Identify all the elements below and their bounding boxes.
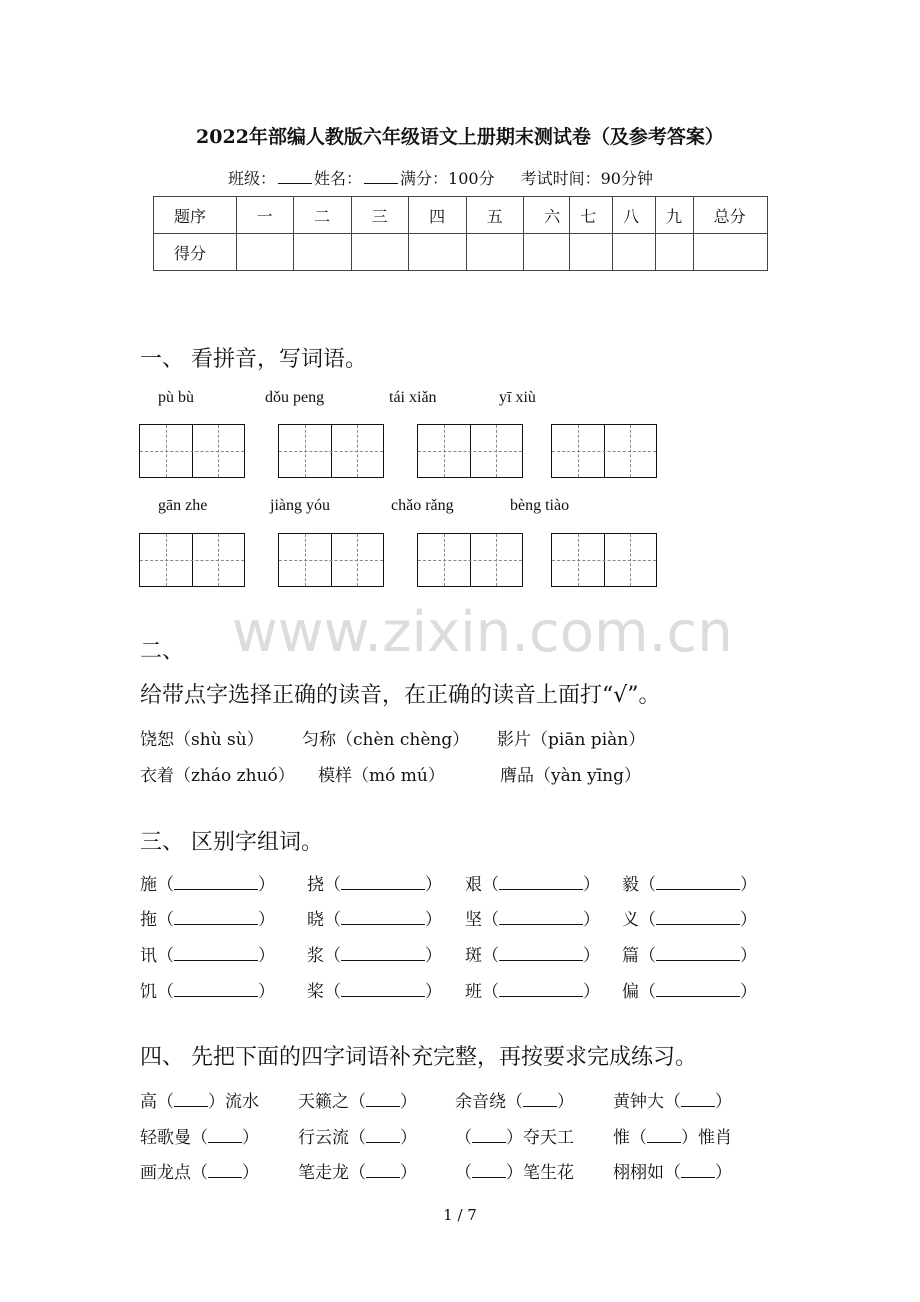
answer-blank[interactable] bbox=[174, 980, 258, 997]
tian-grid-box[interactable] bbox=[139, 424, 245, 478]
answer-blank[interactable] bbox=[341, 980, 425, 997]
char: 毅 bbox=[622, 875, 639, 895]
score-cell[interactable] bbox=[236, 234, 294, 271]
tian-grid-box[interactable] bbox=[139, 533, 245, 587]
idiom-suffix: ） bbox=[242, 1163, 259, 1183]
header-cell: 总分 bbox=[693, 197, 767, 234]
char: 斑 bbox=[465, 946, 482, 966]
word-item: 偏（ ） bbox=[622, 982, 757, 1002]
score-cell[interactable] bbox=[570, 234, 613, 271]
header-cell: 三 bbox=[351, 197, 409, 234]
idiom-suffix: ） bbox=[715, 1163, 732, 1183]
answer-blank[interactable] bbox=[499, 873, 583, 890]
section-4-heading: 四、 先把下面的四字词语补充完整，再按要求完成练习。 bbox=[140, 1045, 697, 1070]
word-item: 班（ ） bbox=[465, 982, 600, 1002]
reading-item: 匀称（chèn chèng） bbox=[302, 730, 470, 750]
reading-item: 模样（mó mú） bbox=[318, 766, 445, 786]
row-label: 得分 bbox=[154, 234, 237, 271]
answer-blank[interactable] bbox=[341, 944, 425, 961]
idiom-suffix: ） bbox=[400, 1128, 417, 1148]
section-2-instruction: 给带点字选择正确的读音，在正确的读音上面打“√”。 bbox=[140, 683, 661, 708]
char: 义 bbox=[622, 910, 639, 930]
pinyin-label: chǎo rǎng bbox=[391, 497, 454, 514]
score-table bbox=[153, 196, 768, 271]
page-number: 1 / 7 bbox=[443, 1206, 477, 1224]
word-item: 毅（ ） bbox=[622, 875, 757, 895]
idiom-item bbox=[613, 1087, 732, 1112]
char: 晓 bbox=[307, 910, 324, 930]
answer-blank[interactable] bbox=[656, 980, 740, 997]
tian-grid-box[interactable] bbox=[417, 424, 523, 478]
idiom-item bbox=[140, 1158, 259, 1183]
idiom-item bbox=[140, 1087, 259, 1112]
class-blank[interactable] bbox=[278, 169, 312, 184]
header-cell: 五 bbox=[466, 197, 524, 234]
idiom-suffix: ） bbox=[400, 1092, 417, 1112]
word-item: 斑（ ） bbox=[465, 946, 600, 966]
answer-blank[interactable] bbox=[499, 944, 583, 961]
word-item: 讯（ ） bbox=[140, 946, 275, 966]
word-item: 桨（ ） bbox=[307, 982, 442, 1002]
char: 坚 bbox=[465, 910, 482, 930]
answer-blank[interactable] bbox=[341, 873, 425, 890]
idiom-item bbox=[613, 1158, 732, 1183]
answer-blank[interactable] bbox=[174, 944, 258, 961]
idiom-blank[interactable] bbox=[681, 1161, 715, 1178]
idiom-prefix: 栩栩如（ bbox=[613, 1163, 681, 1183]
idiom-item bbox=[298, 1158, 417, 1183]
char: 挠 bbox=[307, 875, 324, 895]
answer-blank[interactable] bbox=[499, 908, 583, 925]
exam-info bbox=[228, 166, 653, 189]
score-cell[interactable] bbox=[524, 234, 570, 271]
idiom-suffix: ） bbox=[242, 1128, 259, 1148]
idiom-prefix: （ bbox=[455, 1128, 472, 1148]
header-cell: 一 bbox=[236, 197, 294, 234]
word-item: 义（ ） bbox=[622, 910, 757, 930]
answer-blank[interactable] bbox=[174, 873, 258, 890]
idiom-prefix: 惟（ bbox=[613, 1128, 647, 1148]
idiom-item bbox=[455, 1123, 574, 1148]
idiom-blank[interactable] bbox=[647, 1126, 681, 1143]
idiom-prefix: 行云流（ bbox=[298, 1128, 366, 1148]
reading-item: 饶恕（shù sù） bbox=[140, 730, 264, 750]
char: 偏 bbox=[622, 982, 639, 1002]
idiom-prefix: 笔走龙（ bbox=[298, 1163, 366, 1183]
score-table-score-row bbox=[154, 234, 768, 271]
score-cell[interactable] bbox=[351, 234, 409, 271]
word-item: 施（ ） bbox=[140, 875, 275, 895]
idiom-suffix: ） bbox=[557, 1092, 574, 1112]
idiom-prefix: （ bbox=[455, 1163, 472, 1183]
header-cell: 七 bbox=[570, 197, 613, 234]
char: 桨 bbox=[307, 982, 324, 1002]
idiom-item bbox=[298, 1087, 417, 1112]
tian-grid-box[interactable] bbox=[278, 424, 384, 478]
char: 讯 bbox=[140, 946, 157, 966]
name-label: 姓名： bbox=[314, 169, 363, 188]
answer-blank[interactable] bbox=[656, 908, 740, 925]
idiom-item bbox=[455, 1087, 574, 1112]
char: 浆 bbox=[307, 946, 324, 966]
header-cell: 题序 bbox=[154, 197, 237, 234]
watermark: www.zixin.com.cn bbox=[232, 600, 733, 665]
reading-item: 膺品（yàn yīng） bbox=[500, 766, 641, 786]
reading-item: 衣着（zháo zhuó） bbox=[140, 766, 295, 786]
full-score-label: 满分：100分 bbox=[400, 169, 495, 188]
word-item: 艰（ ） bbox=[465, 875, 600, 895]
idiom-blank[interactable] bbox=[366, 1126, 400, 1143]
score-cell[interactable] bbox=[409, 234, 467, 271]
exam-time-label: 考试时间：90分钟 bbox=[520, 169, 653, 188]
reading-item: 影片（piān piàn） bbox=[497, 730, 646, 750]
idiom-suffix: ） bbox=[400, 1163, 417, 1183]
word-item: 坚（ ） bbox=[465, 910, 600, 930]
header-cell: 九 bbox=[655, 197, 693, 234]
header-cell: 八 bbox=[613, 197, 656, 234]
word-item: 挠（ ） bbox=[307, 875, 442, 895]
idiom-item bbox=[455, 1158, 574, 1183]
idiom-prefix: 高（ bbox=[140, 1092, 174, 1112]
answer-blank[interactable] bbox=[656, 944, 740, 961]
word-item: 浆（ ） bbox=[307, 946, 442, 966]
header-cell: 六 bbox=[524, 197, 570, 234]
name-blank[interactable] bbox=[364, 169, 398, 184]
section-3-heading: 三、 区别字组词。 bbox=[140, 830, 323, 855]
page-title: 2022年部编人教版六年级语文上册期末测试卷（及参考答案） bbox=[196, 126, 724, 148]
pinyin-label: bèng tiào bbox=[510, 497, 570, 514]
idiom-prefix: 轻歌曼（ bbox=[140, 1128, 208, 1148]
section-2-heading: 二、 bbox=[140, 639, 185, 664]
char: 班 bbox=[465, 982, 482, 1002]
idiom-suffix: ） bbox=[715, 1092, 732, 1112]
idiom-suffix: ）夺天工 bbox=[506, 1128, 574, 1148]
char: 施 bbox=[140, 875, 157, 895]
pinyin-label: dǒu peng bbox=[265, 389, 325, 406]
idiom-prefix: 天籁之（ bbox=[298, 1092, 366, 1112]
idiom-blank[interactable] bbox=[681, 1090, 715, 1107]
section-1-heading: 一、 看拼音，写词语。 bbox=[140, 347, 367, 372]
pinyin-label: tái xiǎn bbox=[389, 389, 437, 406]
header-cell: 二 bbox=[294, 197, 352, 234]
idiom-item bbox=[298, 1123, 417, 1148]
idiom-prefix: 黄钟大（ bbox=[613, 1092, 681, 1112]
char: 篇 bbox=[622, 946, 639, 966]
pinyin-label: pù bù bbox=[158, 389, 194, 406]
word-item: 篇（ ） bbox=[622, 946, 757, 966]
answer-blank[interactable] bbox=[174, 908, 258, 925]
idiom-suffix: ）笔生花 bbox=[506, 1163, 574, 1183]
char: 艰 bbox=[465, 875, 482, 895]
idiom-item bbox=[613, 1123, 732, 1148]
tian-grid-box[interactable] bbox=[551, 424, 657, 478]
word-item: 拖（ ） bbox=[140, 910, 275, 930]
idiom-blank[interactable] bbox=[208, 1161, 242, 1178]
word-item: 饥（ ） bbox=[140, 982, 275, 1002]
idiom-blank[interactable] bbox=[472, 1161, 506, 1178]
pinyin-label: jiàng yóu bbox=[270, 497, 330, 514]
idiom-prefix: 余音绕（ bbox=[455, 1092, 523, 1112]
answer-blank[interactable] bbox=[341, 908, 425, 925]
char: 饥 bbox=[140, 982, 157, 1002]
tian-grid-box[interactable] bbox=[417, 533, 523, 587]
word-item: 晓（ ） bbox=[307, 910, 442, 930]
tian-grid-box[interactable] bbox=[551, 533, 657, 587]
score-cell[interactable] bbox=[294, 234, 352, 271]
class-label: 班级： bbox=[228, 169, 277, 188]
idiom-blank[interactable] bbox=[366, 1161, 400, 1178]
score-cell[interactable] bbox=[655, 234, 693, 271]
idiom-suffix: ）惟肖 bbox=[681, 1128, 732, 1148]
answer-blank[interactable] bbox=[499, 980, 583, 997]
header-cell: 四 bbox=[409, 197, 467, 234]
tian-grid-box[interactable] bbox=[278, 533, 384, 587]
idiom-blank[interactable] bbox=[208, 1126, 242, 1143]
score-table-header-row bbox=[154, 197, 768, 234]
idiom-blank[interactable] bbox=[523, 1090, 557, 1107]
char: 拖 bbox=[140, 910, 157, 930]
idiom-item bbox=[140, 1123, 259, 1148]
idiom-blank[interactable] bbox=[174, 1090, 208, 1107]
pinyin-label: yī xiù bbox=[499, 389, 536, 406]
idiom-blank[interactable] bbox=[366, 1090, 400, 1107]
answer-blank[interactable] bbox=[656, 873, 740, 890]
idiom-blank[interactable] bbox=[472, 1126, 506, 1143]
score-cell[interactable] bbox=[466, 234, 524, 271]
pinyin-label: gān zhe bbox=[158, 497, 208, 514]
score-cell[interactable] bbox=[693, 234, 767, 271]
score-cell[interactable] bbox=[613, 234, 656, 271]
idiom-prefix: 画龙点（ bbox=[140, 1163, 208, 1183]
idiom-suffix: ）流水 bbox=[208, 1092, 259, 1112]
